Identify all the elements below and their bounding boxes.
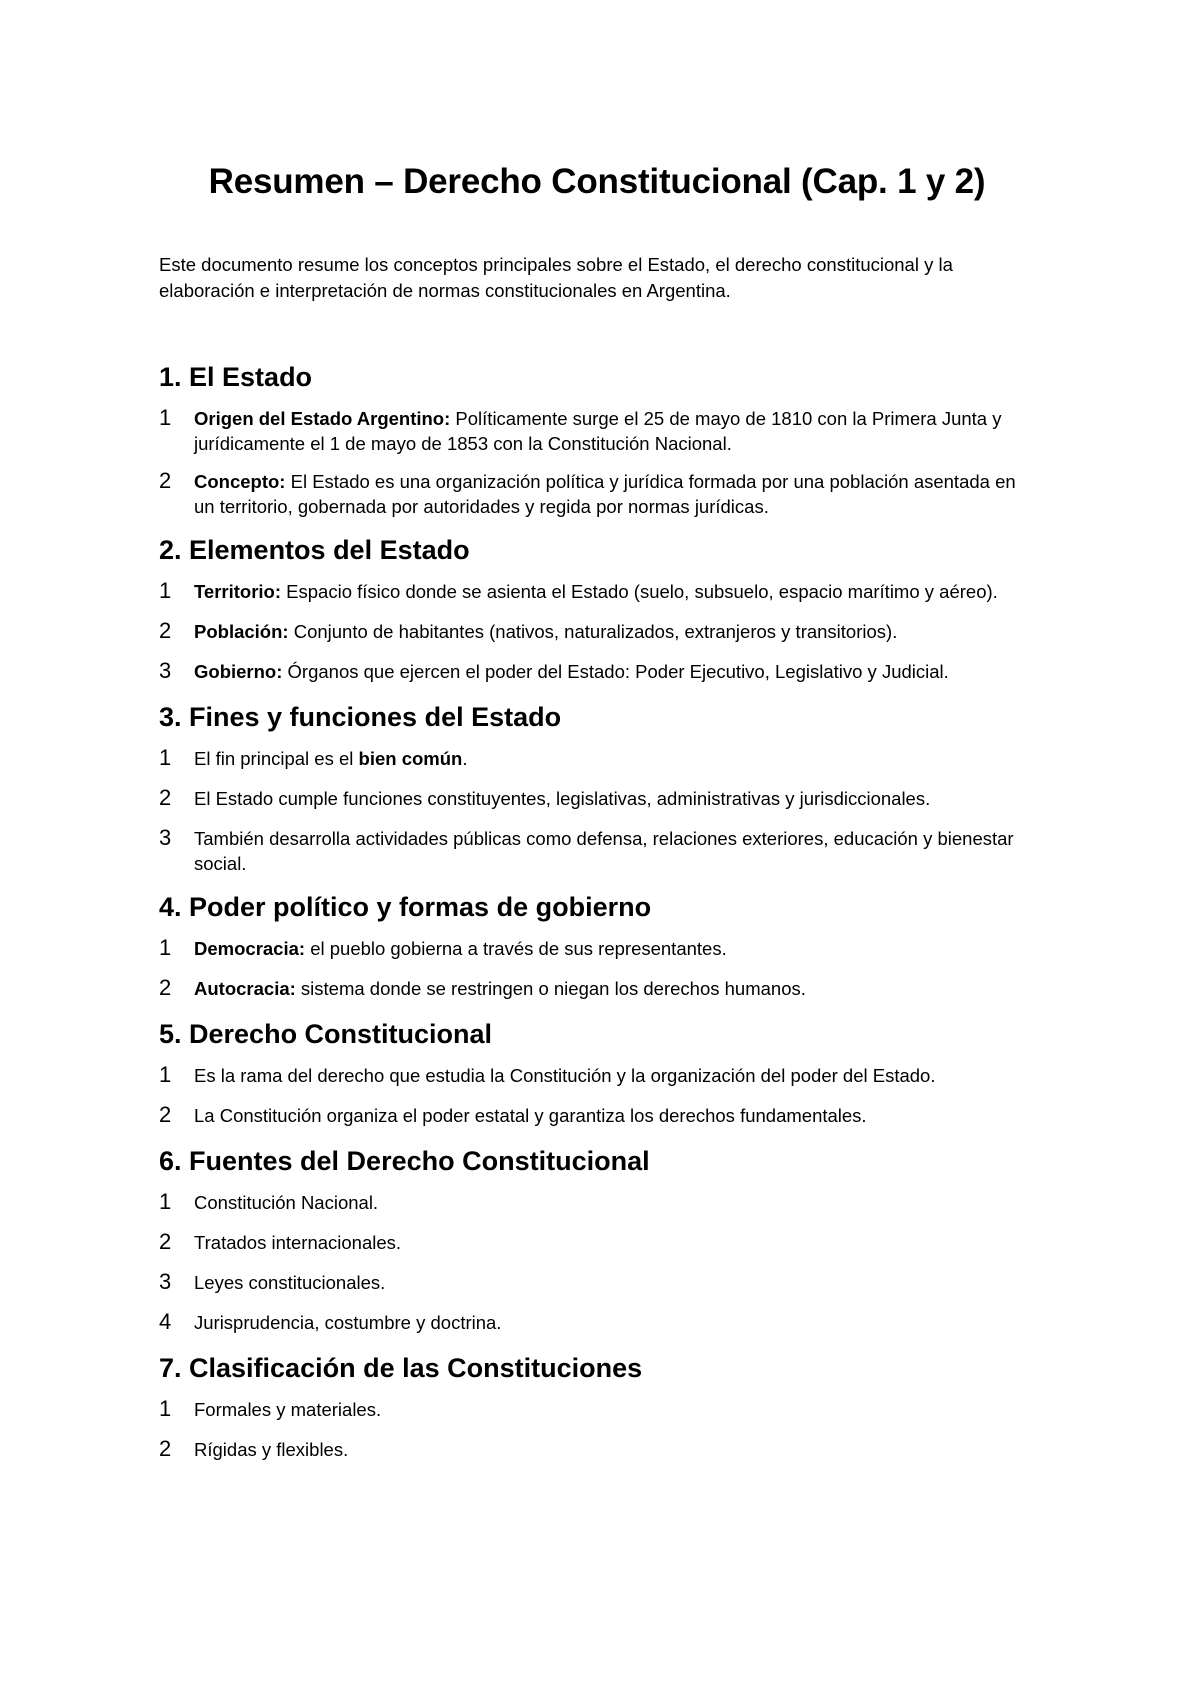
item-body: Órganos que ejercen el poder del Estado: Poder Ejecutivo, Legislativo y Judicial. xyxy=(282,661,949,682)
section-derecho-constitucional xyxy=(159,1015,1035,1130)
item-number: 1 xyxy=(159,1396,172,1421)
list-item xyxy=(159,404,1035,456)
list-item xyxy=(159,1308,1035,1337)
item-body: El Estado es una organización política y jurídica formada por una población asentada en un territorio, gobernada por autoridades y regida por normas jurídicas. xyxy=(194,471,1016,517)
list-item xyxy=(159,744,1035,773)
list-item xyxy=(159,1061,1035,1090)
item-number: 2 xyxy=(159,468,172,493)
numbered-list xyxy=(159,744,1035,876)
item-number: 4 xyxy=(159,1309,172,1334)
numbered-list xyxy=(159,1395,1035,1464)
item-text: Jurisprudencia, costumbre y doctrina. xyxy=(194,1312,502,1333)
list-item xyxy=(159,1101,1035,1130)
item-number: 3 xyxy=(159,825,172,850)
item-text xyxy=(194,404,1035,456)
item-text: Tratados internacionales. xyxy=(194,1232,402,1253)
item-body: Espacio físico donde se asienta el Estado (suelo, subsuelo, espacio marítimo y aéreo). xyxy=(281,581,998,602)
section-heading: 2. Elementos del Estado xyxy=(159,535,470,565)
item-text: Rígidas y flexibles. xyxy=(194,1439,349,1460)
numbered-list xyxy=(159,404,1035,519)
section-fines-y-funciones xyxy=(159,698,1035,876)
item-text xyxy=(194,577,1035,604)
item-body-end: . xyxy=(462,748,468,769)
item-number: 2 xyxy=(159,1102,172,1127)
item-number: 1 xyxy=(159,935,172,960)
item-text: Formales y materiales. xyxy=(194,1399,382,1420)
list-item xyxy=(159,1435,1035,1464)
item-number: 1 xyxy=(159,578,172,603)
item-text: Leyes constitucionales. xyxy=(194,1272,386,1293)
item-text: El Estado cumple funciones constituyentes, legislativas, administrativas y jurisdiccionales. xyxy=(194,788,931,809)
item-number: 2 xyxy=(159,1436,172,1461)
item-text: La Constitución organiza el poder estatal y garantiza los derechos fundamentales. xyxy=(194,1105,867,1126)
section-heading: 4. Poder político y formas de gobierno xyxy=(159,892,652,922)
item-body: sistema donde se restringen o niegan los derechos humanos. xyxy=(295,978,806,999)
item-lead: Concepto: xyxy=(194,471,286,492)
item-lead: Autocracia: xyxy=(194,978,296,999)
item-emphasis: bien común xyxy=(358,748,463,769)
item-body: El fin principal es el xyxy=(194,748,359,769)
numbered-list xyxy=(159,1188,1035,1337)
numbered-list xyxy=(159,577,1035,686)
item-number: 3 xyxy=(159,1269,172,1294)
numbered-list xyxy=(159,934,1035,1003)
item-lead: Gobierno: xyxy=(194,661,283,682)
item-lead: Población: xyxy=(194,621,289,642)
item-number: 1 xyxy=(159,405,172,430)
list-item xyxy=(159,467,1035,519)
item-number: 1 xyxy=(159,1189,172,1214)
intro-paragraph: Este documento resume los conceptos principales sobre el Estado, el derecho constitucional y la elaboración e interpretación de normas constitucionales en Argentina. xyxy=(159,254,953,301)
item-body: el pueblo gobierna a través de sus representantes. xyxy=(305,938,727,959)
list-item xyxy=(159,974,1035,1003)
item-lead: Democracia: xyxy=(194,938,306,959)
section-el-estado xyxy=(159,358,1035,519)
section-heading: 3. Fines y funciones del Estado xyxy=(159,702,562,732)
section-clasificacion xyxy=(159,1349,1035,1464)
item-number: 3 xyxy=(159,658,172,683)
numbered-list xyxy=(159,1061,1035,1130)
item-text xyxy=(194,467,1035,519)
item-number: 2 xyxy=(159,618,172,643)
item-number: 1 xyxy=(159,745,172,770)
item-text xyxy=(194,657,1035,684)
document-title: Resumen – Derecho Constitucional (Cap. 1 y 2) xyxy=(208,162,986,201)
list-item xyxy=(159,824,1035,876)
list-item xyxy=(159,1228,1035,1257)
list-item xyxy=(159,1395,1035,1424)
item-text: También desarrolla actividades públicas como defensa, relaciones exteriores, educación y bienestar social. xyxy=(194,828,1014,874)
item-body: Políticamente surge el 25 de mayo de 1810 con la Primera Junta y jurídicamente el 1 de mayo de 1853 con la Constitución Nacional. xyxy=(194,408,1002,454)
item-text xyxy=(194,934,1035,961)
list-item xyxy=(159,1188,1035,1217)
section-heading: 5. Derecho Constitucional xyxy=(159,1019,493,1049)
section-heading: 1. El Estado xyxy=(159,362,313,392)
list-item xyxy=(159,617,1035,646)
list-item xyxy=(159,784,1035,813)
list-item xyxy=(159,577,1035,606)
item-number: 2 xyxy=(159,975,172,1000)
item-number: 1 xyxy=(159,1062,172,1087)
item-text xyxy=(194,617,1035,644)
item-lead: Origen del Estado Argentino: xyxy=(194,408,451,429)
list-item xyxy=(159,934,1035,963)
item-text xyxy=(194,744,1035,771)
item-body: Conjunto de habitantes (nativos, naturalizados, extranjeros y transitorios). xyxy=(288,621,898,642)
item-lead: Territorio: xyxy=(194,581,282,602)
section-fuentes xyxy=(159,1142,1035,1337)
section-heading: 6. Fuentes del Derecho Constitucional xyxy=(159,1146,650,1176)
section-heading: 7. Clasificación de las Constituciones xyxy=(159,1353,643,1383)
section-elementos-del-estado xyxy=(159,531,1035,686)
item-text xyxy=(194,974,1035,1001)
item-number: 2 xyxy=(159,1229,172,1254)
list-item xyxy=(159,1268,1035,1297)
item-text: Constitución Nacional. xyxy=(194,1192,379,1213)
section-poder-politico xyxy=(159,888,1035,1003)
list-item xyxy=(159,657,1035,686)
item-text: Es la rama del derecho que estudia la Constitución y la organización del poder del Estado. xyxy=(194,1065,936,1086)
item-number: 2 xyxy=(159,785,172,810)
